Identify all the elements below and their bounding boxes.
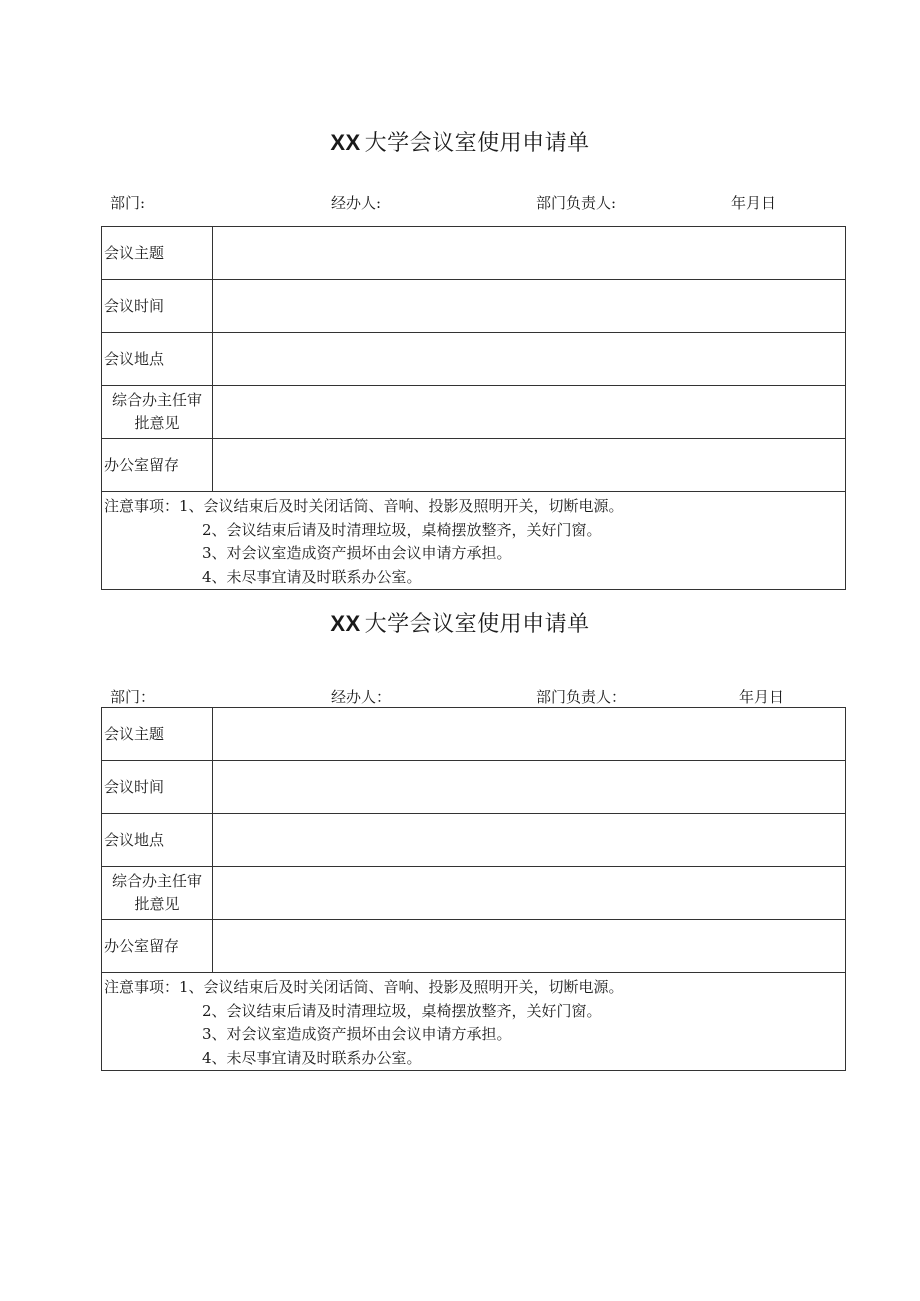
approval-label-line1: 综合办主任审: [111, 391, 202, 409]
form-title: [0, 607, 920, 638]
handler-label: 经办人：: [331, 688, 392, 706]
approval-field[interactable]: [213, 867, 846, 920]
location-field[interactable]: [213, 814, 846, 867]
approval-label-line1: 综合办主任审: [111, 872, 202, 890]
notes-item: 1、会议结束后及时关闭话筒、音响、投影及照明开关，切断电源。: [179, 978, 624, 996]
form-meta-line: [0, 686, 920, 708]
row-notes: [102, 492, 846, 590]
notes-item: 1、会议结束后及时关闭话筒、音响、投影及照明开关，切断电源。: [179, 497, 624, 515]
row-office-copy: [102, 920, 846, 973]
time-label: 会议时间: [102, 280, 213, 333]
approval-label-line2: 批意见: [134, 895, 180, 913]
dept-head-label: 部门负责人：: [536, 688, 627, 706]
form-title: [0, 126, 920, 157]
approval-label: [102, 386, 213, 439]
row-location: [102, 333, 846, 386]
dept-label: 部门：: [110, 688, 156, 706]
form-title-text: 大学会议室使用申请单: [364, 612, 590, 637]
form-title-text: 大学会议室使用申请单: [364, 131, 590, 156]
notes-cell: [102, 492, 846, 590]
topic-label: 会议主题: [102, 708, 213, 761]
time-field[interactable]: [213, 280, 846, 333]
notes-item: 2、会议结束后请及时清理垃圾，桌椅摆放整齐，关好门窗。: [202, 1001, 602, 1020]
row-time: [102, 280, 846, 333]
office-copy-field[interactable]: [213, 920, 846, 973]
row-approval: [102, 386, 846, 439]
form-title-prefix: XX: [330, 130, 361, 155]
handler-label: 经办人:: [331, 194, 382, 212]
topic-label: 会议主题: [102, 227, 213, 280]
form-meta-line: [0, 192, 920, 214]
date-label: 年月日: [731, 194, 777, 212]
notes-line-1: [104, 976, 845, 1000]
topic-field[interactable]: [213, 708, 846, 761]
form-table: [101, 707, 846, 1071]
row-topic: [102, 708, 846, 761]
office-copy-label: 办公室留存: [102, 920, 213, 973]
approval-label: [102, 867, 213, 920]
notes-item: 3、对会议室造成资产损坏由会议申请方承担。: [202, 1025, 512, 1043]
notes-item: 3、对会议室造成资产损坏由会议申请方承担。: [202, 544, 512, 562]
office-copy-label: 办公室留存: [102, 439, 213, 492]
approval-label-line2: 批意见: [134, 414, 180, 432]
time-field[interactable]: [213, 761, 846, 814]
notes-item: 4、未尽事宜请及时联系办公室。: [202, 1048, 422, 1067]
row-topic: [102, 227, 846, 280]
row-location: [102, 814, 846, 867]
location-label: 会议地点: [102, 333, 213, 386]
notes-line-1: [104, 495, 845, 519]
row-office-copy: [102, 439, 846, 492]
row-notes: [102, 973, 846, 1071]
dept-label: 部门:: [110, 194, 146, 212]
location-label: 会议地点: [102, 814, 213, 867]
row-time: [102, 761, 846, 814]
notes-cell: [102, 973, 846, 1071]
office-copy-field[interactable]: [213, 439, 846, 492]
form-title-prefix: XX: [330, 611, 361, 636]
form-table: [101, 226, 846, 590]
notes-heading: 注意事项：: [104, 497, 180, 515]
approval-field[interactable]: [213, 386, 846, 439]
date-label: 年月日: [739, 688, 785, 706]
notes-item: 2、会议结束后请及时清理垃圾，桌椅摆放整齐，关好门窗。: [202, 520, 602, 539]
row-approval: [102, 867, 846, 920]
topic-field[interactable]: [213, 227, 846, 280]
notes-item: 4、未尽事宜请及时联系办公室。: [202, 567, 422, 586]
notes-heading: 注意事项：: [104, 978, 180, 996]
dept-head-label: 部门负责人:: [536, 194, 617, 212]
location-field[interactable]: [213, 333, 846, 386]
time-label: 会议时间: [102, 761, 213, 814]
